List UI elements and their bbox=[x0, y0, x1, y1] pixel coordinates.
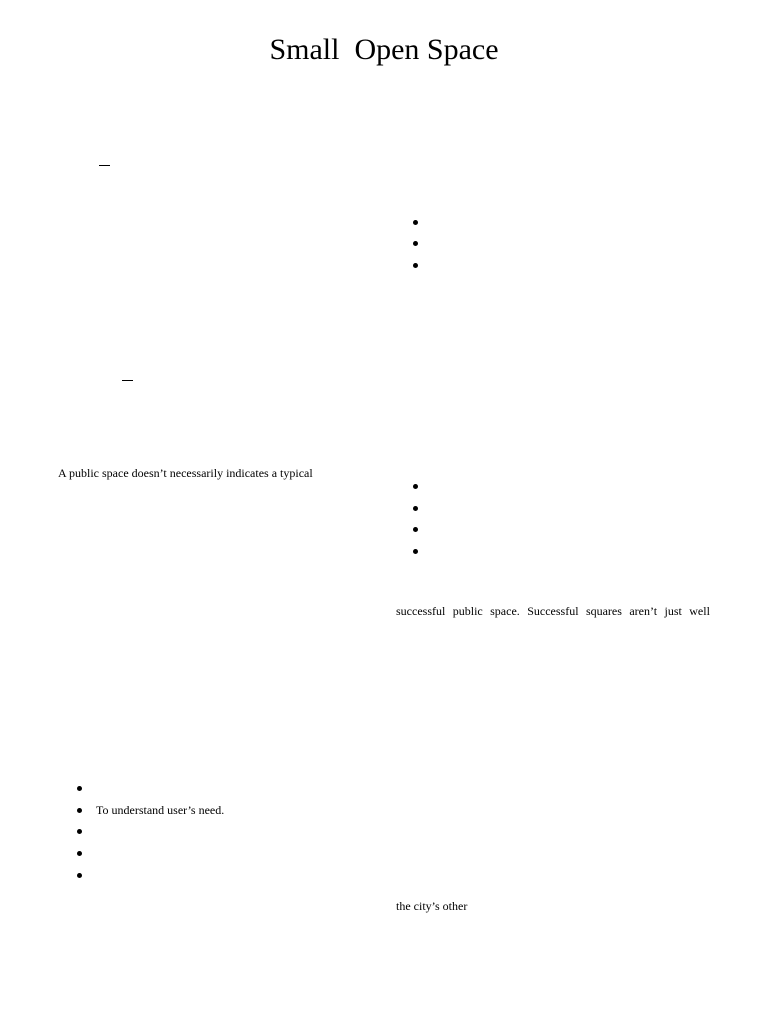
word: just bbox=[664, 604, 682, 618]
word: squares bbox=[585, 604, 622, 618]
list-bullet bbox=[413, 220, 418, 225]
word: aren’t bbox=[629, 604, 658, 618]
word: Successful bbox=[527, 604, 579, 618]
list-bullet bbox=[413, 506, 418, 511]
list-item-text: To understand user’s need. bbox=[96, 803, 225, 817]
word: space. bbox=[490, 604, 520, 618]
list-bullet bbox=[77, 786, 82, 791]
word: well bbox=[689, 604, 710, 618]
list-bullet bbox=[413, 527, 418, 532]
dash-mark bbox=[122, 380, 133, 381]
paragraph-line-justified bbox=[396, 603, 710, 619]
list-bullet bbox=[77, 829, 82, 834]
list-bullet bbox=[77, 808, 82, 813]
list-bullet bbox=[413, 263, 418, 268]
list-bullet bbox=[77, 873, 82, 878]
page-title: Small Open Space bbox=[269, 33, 499, 66]
word: successful bbox=[396, 604, 446, 618]
list-bullet bbox=[77, 851, 82, 856]
list-bullet bbox=[413, 241, 418, 246]
paragraph-line: the city’s other bbox=[396, 899, 468, 913]
list-bullet bbox=[413, 549, 418, 554]
paragraph-line: A public space doesn’t necessarily indicates a typical bbox=[58, 466, 313, 480]
word: public bbox=[452, 604, 483, 618]
dash-mark bbox=[99, 165, 110, 166]
list-bullet bbox=[413, 484, 418, 489]
